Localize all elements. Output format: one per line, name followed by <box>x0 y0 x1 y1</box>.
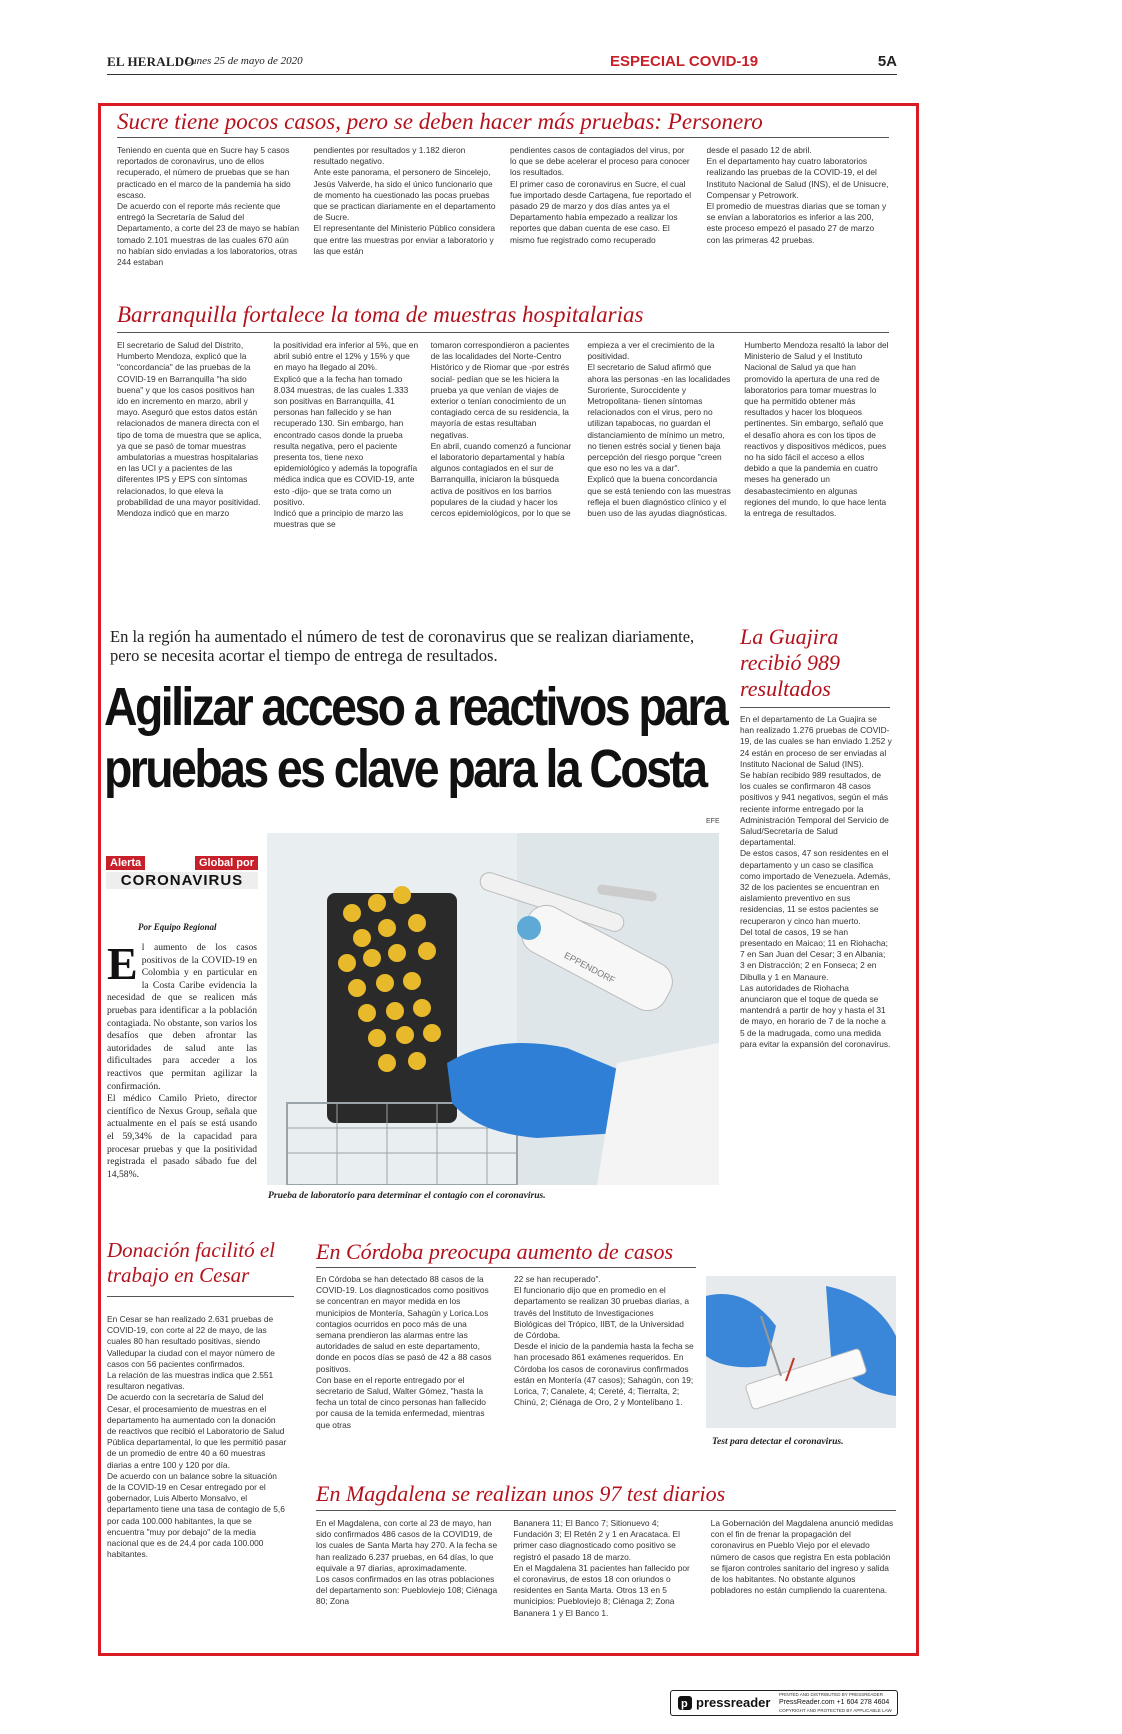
cesar-headline: Donación facilitó el trabajo en Cesar <box>107 1238 275 1287</box>
barranquilla-column-1: El secretario de Salud del Distrito, Humberto Mendoza, explicó que la "concordancia" de las pruebas de la COVID-19 en Barranquilla "ha sido buena" y que los casos positivos han ido en incremento en marzo, abril y mayo. Aseguró que estos datos están relacionados de manera directa con el tipo de toma de muestra que se aplica, ya que se pasó de tomar muestras ambulatorias a muestras hospitalarias en las UCI y a pacientes de las diferentes IPS y EPS con síntomas relacionados, lo que eleva la probabilidad de una mayor positividad. Mendoza indicó que en marzo <box>117 340 262 519</box>
magdalena-body <box>316 1518 894 1646</box>
main-lead <box>107 938 258 1181</box>
section-label: ESPECIAL COVID-19 <box>610 53 759 70</box>
guajira-headline: La Guajira recibió 989 resultados <box>740 624 840 701</box>
sucre-column-4: desde el pasado 12 de abril. En el departamento hay cuatro laboratorios realizando las pruebas de la COVID-19, el del Instituto Nacional de Salud (INS), el de Unisucre, Compensar y Petrowork. El promedio de muestras diarias que se toman y se envían a laboratorios es inferior a las 200, este proceso empezó el pasado 27 de marzo con las primeras 42 pruebas. <box>706 145 889 245</box>
issue-date: Lunes 25 de mayo de 2020 <box>185 55 303 67</box>
pressreader-line-1: PRINTED AND DISTRIBUTED BY PRESSREADER <box>779 1692 883 1697</box>
main-deck: En la región ha aumentado el número de test de coronavirus que se realizan diariamente, pero se necesita acortar el tiempo de entrega de resultados. <box>110 627 695 665</box>
logo-coronavirus-word: CORONAVIRUS <box>106 872 258 889</box>
magdalena-column-3: La Gobernación del Magdalena anunció medidas con el fin de frenar la propagación del coronavirus en Pueblo Viejo por el elevado número de casos que registra En esta población se fijaron controles sanitario del ingreso y salida de los habitantes. No obstante algunos pobladores no están cumpliendo la cuarentena. <box>710 1518 894 1596</box>
lab-photo <box>267 833 719 1185</box>
barranquilla-column-4: empieza a ver el crecimiento de la positividad. El secretario de Salud afirmó que ahora las personas -en las localidades Suroriente, Suroccidente y Metropolitana- tienen síntomas relacionados con el virus, pero no utilizan tapabocas, no guardan el distanciamiento de mínimo un metro, no tienen estrés social y tienen baja percepción del riesgo porque "creen que eso no les va a dar". Explicó que la buena concordancia que se está teniendo con las muestras refleja el buen diagnóstico clínico y el buen uso de las ayudas diagnósticas. <box>587 340 731 519</box>
sucre-column-2: pendientes por resultados y 1.182 dieron resultado negativo. Ante este panorama, el personero de Sincelejo, Jesús Valverde, ha sido el único funcionario que de momento ha cuestionado las pocas pruebas que se practican diariamente en el departamento de Sucre. El representante del Ministerio Público considera que entre las muestras por enviar a laboratorio y las que están <box>313 145 496 256</box>
barranquilla-headline: Barranquilla fortalece la toma de muestras hospitalarias <box>117 302 644 327</box>
sucre-column-3: pendientes casos de contagiados del virus, por lo que se debe acelerar el proceso para conocer los resultados. El primer caso de coronavirus en Sucre, el cual fue importado desde Cartagena, fue reportado el pasado 29 de marzo y dos días antes ya el Departamento había empezado a realizar los reportes que daban cuenta de ese caso. El mismo fue registrado como recuperado <box>510 145 692 245</box>
sucre-column-1: Teniendo en cuenta que en Sucre hay 5 casos reportados de coronavirus, uno de ellos recuperado, el número de pruebas que se han practicado en el marco de la pandemia ha sido escaso. De acuerdo con el reporte más reciente que entregó la Secretaría de Salud del Departamento, a corte del 23 de mayo se habían tomado 2.101 muestras de las cuales 670 aún no habían sido enviadas a los laboratorios, otras 244 estaban <box>117 145 300 268</box>
cordoba-column-1: En Córdoba se han detectado 88 casos de la COVID-19. Los diagnosticados como positivos se concentran en mayor medida en los municipios de Montería, Sahagún y Lorica.Los contagios ocurridos en poco más de una semana prendieron las alarmas entre las autoridades de salud en este departamento, donde en pocos días se pasó de 42 a 88 casos positivos. Con base en el reporte entregado por el secretario de Salud, Walter Gómez, "hasta la fecha un total de cinco personas han fallecido por causa de la temida enfermedad, mientras que otras <box>316 1274 492 1430</box>
test-photo-caption: Test para detectar el coronavirus. <box>712 1436 844 1447</box>
barranquilla-body <box>117 340 889 590</box>
pressreader-badge[interactable] <box>670 1690 898 1716</box>
sucre-body <box>117 145 889 281</box>
masthead <box>107 52 897 75</box>
barranquilla-column-5: Humberto Mendoza resaltó la labor del Ministerio de Salud y el Instituto Nacional de Salud ya que han promovido la apertura de una red de laboratorios para tomar muestras lo que ha permitido obtener más resultados y hacer los bloqueos pertinentes. Sin embargo, señaló que el desafío ahora es con los tipos de reactivos y dispositivos médicos, pues no ha sido fácil el acceso a ellos debido a que la pandemia en cuatro meses ha generado un desabastecimiento en algunas regiones del mundo, lo que hace lenta la entrega de resultados. <box>744 340 889 519</box>
svg-text:p: p <box>681 1698 688 1710</box>
main-headline <box>104 676 727 800</box>
lab-photo-illustration <box>267 833 719 1185</box>
magdalena-column-1: En el Magdalena, con corte al 23 de mayo, han sido confirmados 486 casos de la COVID19, de los cuales de Santa Marta hay 270. A la fecha se han realizado 6.237 pruebas, en 64 días, lo que equivale a 97 diarias, aproximadamente. Los casos confirmados en las otras poblaciones del departamento son: Puebloviejo 108; Ciénaga 80; Zona <box>316 1518 498 1607</box>
divider <box>107 1296 294 1297</box>
byline: Por Equipo Regional <box>138 922 217 932</box>
cordoba-column-2: 22 se han recuperado". El funcionario dijo que en promedio en el departamento se realizan 30 pruebas diarias, a través del Instituto de Investigaciones Biológicas del Trópico, IIBT, de la Universidad de Córdoba. Desde el inicio de la pandemia hasta la fecha se han procesado 861 exámenes requeridos. En Córdoba los casos de coronavirus confirmados están en Montería (47 casos); Sahagún, con 19; Lorica, 7; Canalete, 4; Cereté, 4; Tierralta, 2; Chinú, 2; Ciénaga de Oro, 2 y Montelíbano 1. <box>514 1274 694 1408</box>
sucre-headline: Sucre tiene pocos casos, pero se deben hacer más pruebas: Personero <box>117 109 763 134</box>
divider <box>316 1510 896 1511</box>
magdalena-column-2: Bananera 11; El Banco 7; Sitionuevo 4; Fundación 3; El Retén 2 y 1 en Aracataca. El primer caso diagnosticado como positivo se registró el pasado 18 de marzo. En el Magdalena 31 pacientes han fallecido por el coronavirus, de estos 18 con oriundos o residentes en Santa Marta. Otros 13 en 5 municipios: Puebloviejo 8; Ciénaga 2; Zona Bananera 1 y El Banco 1. <box>513 1518 690 1618</box>
photo-credit: EFE <box>706 818 720 825</box>
magdalena-headline: En Magdalena se realizan unos 97 test diarios <box>316 1481 726 1506</box>
cordoba-headline: En Córdoba preocupa aumento de casos <box>316 1239 674 1264</box>
logo-tag-right: Global por <box>195 856 258 870</box>
divider <box>117 137 889 138</box>
main-lead-text: l aumento de los casos positivos de la COVID-19 en Colombia y en particular en la Costa Caribe evidencia la necesidad de que se realicen más pruebas para identificar a la población contagiada. No obstante, son varios los desafíos que deben afrontar las autoridades de salud ante las dificultades para acceder a los reactivos que permitan agilizar la confirmación. El médico Camilo Prieto, director científico de Nexus Group, señala que actualmente en el país se está usando el 59,34% de la capacidad para procesar pruebas y que la positividad registrada el pasado sábado fue del 14,58%. <box>107 942 258 1180</box>
tube-rack-icon <box>327 886 457 1123</box>
main-photo-caption: Prueba de laboratorio para determinar el contagio con el coronavirus. <box>268 1190 546 1201</box>
cordoba-body <box>316 1274 694 1454</box>
pressreader-icon <box>677 1695 693 1711</box>
divider <box>117 332 889 333</box>
drop-cap: E <box>107 938 138 989</box>
pressreader-line-2: PressReader.com +1 604 278 4604 <box>779 1699 890 1706</box>
pipette-brand: EPPENDORF <box>562 950 617 986</box>
main-headline-line-1: Agilizar acceso a reactivos para <box>104 677 727 737</box>
test-photo-illustration <box>706 1276 896 1428</box>
pressreader-logo: pressreader <box>696 1695 771 1710</box>
logo-tag-left: Alerta <box>106 856 145 870</box>
newspaper-name: EL HERALDO <box>107 54 195 69</box>
barranquilla-column-3: tomaron correspondieron a pacientes de las localidades del Norte-Centro Histórico y de Riomar que -por estrés social- pedían que se les hiciera la prueba ya que venían de viajes de exterior o tenían conocimiento de un contagiado cerca de su residencia, la mayoría de estas resultaban negativas. En abril, cuando comenzó a funcionar el laboratorio departamental y había algunos contagiados en el sur de Barranquilla, iniciaron la búsqueda activa de positivos en los barrios populares de la ciudad y hacer los cercos epidemiológicos, por lo que se <box>430 340 572 519</box>
guajira-body: En el departamento de La Guajira se han realizado 1.276 pruebas de COVID-19, de las cuales se han enviado 1.252 y 24 están en proceso de ser enviadas al Instituto Nacional de Salud (INS). Se habían recibido 989 resultados, de los cuales se confirmaron 48 casos positivos y 941 negativos, según el más reciente informe entregado por la Administración Temporal del Servicio de Salud/Secretaría de Salud departamental. De estos casos, 47 son residentes en el departamento y un caso se clasifica como importado de Venezuela. Además, 32 de los pacientes se encuentran en aislamiento preventivo en sus residencias, 11 se estos pacientes se recuperaron y cinco han muerto. Del total de casos, 19 se han presentado en Maicao; 11 en Riohacha; 7 en San Juan del Cesar; 3 en Albania; 3 en Distracción; 2 en Fonseca; 2 en Dibulla y 1 en Manaure. Las autoridades de Riohacha anunciaron que el toque de queda se mantendrá a partir de hoy y hasta el 31 de mayo, en horario de 7 de la noche a 5 de la madrugada, como una medida para evitar la expansión del coronavirus. <box>740 714 892 1049</box>
cesar-body: En Cesar se han realizado 2.631 pruebas de COVID-19, con corte al 22 de mayo, de las cuales 80 han resultado positivas, siendo Valledupar la ciudad con el mayor número de casos con 56 pacientes confirmados. La relación de las muestras indica que 2.551 resultaron negativas. De acuerdo con la secretaría de Salud del Cesar, el procesamiento de muestras en el departamento ha aumentado con la donación de reactivos que recibió el Laboratorio de Salud Pública departamental, lo que les permitió pasar de un promedio de entre 40 a 60 muestras diarias a entre 100 y 120 por día. De acuerdo con un balance sobre la situación de la COVID-19 en Cesar entregado por el gobernador, Luis Alberto Monsalvo, el departamento tiene una tasa de contagio de 5,6 por cada 100.000 habitantes, la que se encuentra "muy por debajo" de la media nacional que es de 24,4 por cada 100.000 habitantes. <box>107 1314 287 1560</box>
divider <box>316 1267 696 1268</box>
alerta-global-logo <box>106 856 258 906</box>
test-photo <box>706 1276 896 1428</box>
page-number: 5A <box>877 53 897 70</box>
divider <box>740 707 890 708</box>
barranquilla-column-2: la positividad era inferior al 5%, que en abril subió entre el 12% y 15% y que en mayo ha llegado al 20%. Explicó que a la fecha han tomado 8.034 muestras, de las cuales 1.333 son positivas en Barranquilla, 41 personas han fallecido y se han recuperado 130. Sin embargo, han encontrado casos donde la prueba resulta negativa, pero el paciente presenta tos, tiene nexo epidemiológico y además la topografía médica indica que es COVID-19, ante esto -dijo- que se trata como un positivo. Indicó que a principio de marzo las muestras que se <box>273 340 419 530</box>
main-headline-line-2: pruebas es clave para la Costa <box>104 739 706 799</box>
pressreader-line-3: COPYRIGHT AND PROTECTED BY APPLICABLE LAW <box>779 1708 892 1713</box>
